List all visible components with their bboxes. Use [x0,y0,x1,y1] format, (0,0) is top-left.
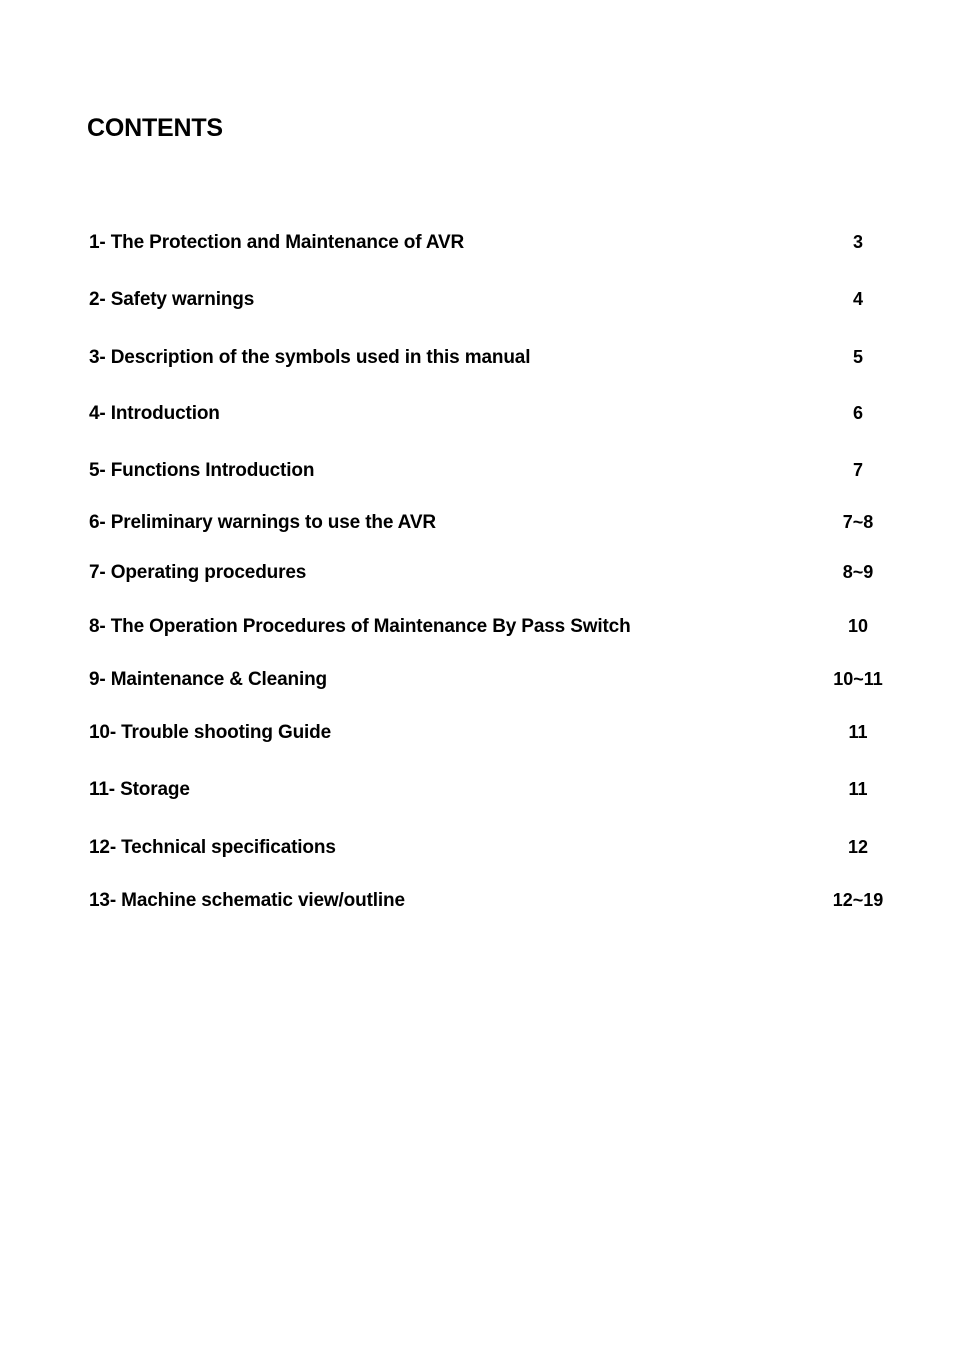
toc-entry-page: 8~9 [842,562,874,582]
toc-entry [89,779,889,805]
toc-entry-page: 11 [848,779,868,799]
toc-entry [89,347,889,373]
toc-entry-label: 4- Introduction [89,403,220,424]
page-title: CONTENTS [87,114,223,142]
toc-entry-page: 12~19 [832,890,884,910]
toc-entry-page: 7 [852,460,863,480]
toc-entry-label: 8- The Operation Procedures of Maintenance By Pass Switch [89,616,631,637]
toc-entry [89,512,889,538]
toc-entry-page: 11 [848,722,868,742]
toc-entry [89,460,889,486]
toc-entry-label: 11- Storage [89,779,190,800]
toc-entry-label: 9- Maintenance & Cleaning [89,669,328,690]
toc-entry-page: 10 [847,616,869,636]
toc-entry-page: 10~11 [833,669,883,689]
toc-entry-label: 6- Preliminary warnings to use the AVR [89,512,436,533]
toc-entry-page: 4 [852,289,863,309]
toc-entry-page: 7~8 [842,512,874,532]
toc-entry [89,669,889,695]
toc-entry-label: 3- Description of the symbols used in this manual [89,347,531,368]
toc-entry [89,616,889,642]
toc-entry [89,890,889,916]
toc-entry-page: 6 [852,403,863,423]
toc-entry-page: 3 [852,232,863,252]
toc-entry-label: 1- The Protection and Maintenance of AVR [89,232,465,253]
toc-entry-label: 7- Operating procedures [89,562,307,583]
toc-entry [89,837,889,863]
toc-entry [89,232,889,258]
toc-entry-label: 2- Safety warnings [89,289,255,310]
toc-entry [89,403,889,429]
toc-entry-page: 5 [852,347,863,367]
toc-entry [89,289,889,315]
toc-entry [89,562,889,588]
toc-entry-label: 5- Functions Introduction [89,460,315,481]
toc-entry-label: 10- Trouble shooting Guide [89,722,332,743]
toc-entry-page: 12 [847,837,869,857]
toc-entry [89,722,889,748]
toc-entry-label: 13- Machine schematic view/outline [89,890,405,911]
toc-entry-label: 12- Technical specifications [89,837,336,858]
